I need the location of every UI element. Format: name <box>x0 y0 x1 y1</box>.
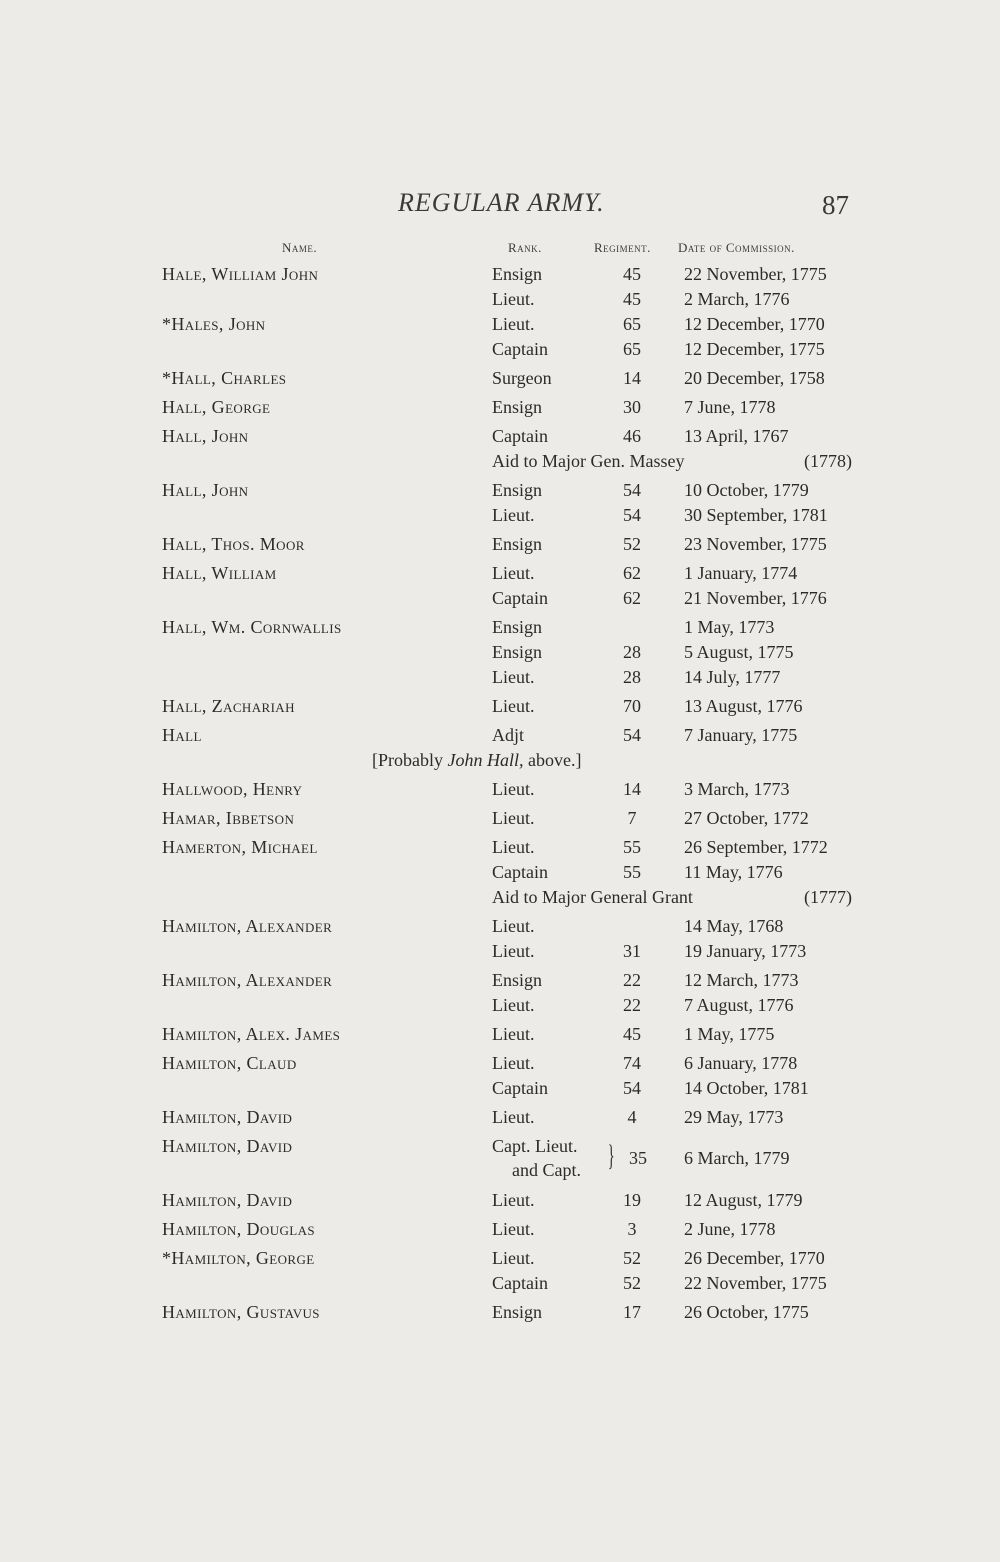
officer-name: Hamilton, Douglas <box>162 1219 316 1239</box>
rank: Captain <box>492 1273 548 1293</box>
officer-name: Hamerton, Michael <box>162 837 318 857</box>
rank: Ensign <box>492 480 543 500</box>
table-row <box>0 615 1000 640</box>
page-number: 87 <box>822 190 849 220</box>
rank: Lieut. <box>492 1248 535 1268</box>
rank: Lieut. <box>492 941 535 961</box>
rank: Ensign <box>492 264 543 284</box>
table-row <box>0 561 1000 586</box>
table-row <box>0 968 1000 993</box>
regiment: 65 <box>623 339 641 359</box>
commission-date: 6 March, 1779 <box>684 1148 790 1168</box>
rank <box>492 1134 581 1182</box>
table-row <box>0 1022 1000 1047</box>
officer-name: *Hales, John <box>162 314 266 334</box>
rank-line-1: Capt. Lieut. <box>492 1136 578 1156</box>
commission-date: 12 December, 1770 <box>684 314 825 334</box>
officer-name: Hamilton, David <box>162 1107 293 1127</box>
note-row <box>0 885 1000 910</box>
commission-date: 13 April, 1767 <box>684 426 789 446</box>
regiment: 28 <box>623 667 641 687</box>
table-row <box>0 586 1000 611</box>
regiment: 17 <box>623 1302 641 1322</box>
regiment: 30 <box>623 397 641 417</box>
rank-line-2: and Capt. <box>512 1160 581 1180</box>
officer-name: Hamilton, David <box>162 1136 293 1156</box>
commission-date: 10 October, 1779 <box>684 480 809 500</box>
commission-date: 12 March, 1773 <box>684 970 799 990</box>
regiment: 7 <box>627 808 637 828</box>
commission-date: 1 May, 1775 <box>684 1024 775 1044</box>
regiment: 4 <box>627 1107 637 1127</box>
officer-name: Hamilton, Alex. James <box>162 1024 341 1044</box>
rank: Surgeon <box>492 368 552 388</box>
table-row <box>0 723 1000 748</box>
table-row <box>0 1134 1000 1184</box>
rank: Ensign <box>492 970 543 990</box>
commission-date: 27 October, 1772 <box>684 808 809 828</box>
appointment-note: Aid to Major General Grant <box>492 887 693 907</box>
rank: Lieut. <box>492 667 535 687</box>
commission-date: 29 May, 1773 <box>684 1107 784 1127</box>
commission-date: 14 July, 1777 <box>684 667 781 687</box>
commission-date: 2 March, 1776 <box>684 289 790 309</box>
officer-name: Hall, John <box>162 426 249 446</box>
rank: Lieut. <box>492 779 535 799</box>
commission-date: 3 March, 1773 <box>684 779 790 799</box>
officer-name: Hamilton, Gustavus <box>162 1302 320 1322</box>
commission-table <box>0 262 1000 1325</box>
regiment: 14 <box>623 368 641 388</box>
rank: Lieut. <box>492 289 535 309</box>
regiment: 52 <box>623 534 641 554</box>
rank: Ensign <box>492 617 543 637</box>
commission-date: 30 September, 1781 <box>684 505 828 525</box>
table-row <box>0 1105 1000 1130</box>
note-row <box>0 449 1000 474</box>
officer-name: Hallwood, Henry <box>162 779 303 799</box>
table-row <box>0 1246 1000 1271</box>
commission-date: 5 August, 1775 <box>684 642 794 662</box>
officer-name: Hamar, Ibbetson <box>162 808 295 828</box>
regiment: 70 <box>623 696 641 716</box>
commission-date: 12 August, 1779 <box>684 1190 803 1210</box>
officer-name: Hall, Wm. Cornwallis <box>162 617 342 637</box>
table-row <box>0 835 1000 860</box>
regiment: 74 <box>623 1053 641 1073</box>
rank: Captain <box>492 339 548 359</box>
rank: Lieut. <box>492 1219 535 1239</box>
regiment: 19 <box>623 1190 641 1210</box>
regiment: 28 <box>623 642 641 662</box>
rank: Captain <box>492 426 548 446</box>
appointment-year: (1778) <box>804 451 852 471</box>
regiment: 46 <box>623 426 641 446</box>
rank: Ensign <box>492 1302 543 1322</box>
regiment: 55 <box>623 837 641 857</box>
table-row <box>0 640 1000 665</box>
rank: Lieut. <box>492 563 535 583</box>
regiment: 35 <box>629 1148 647 1168</box>
regiment: 14 <box>623 779 641 799</box>
officer-name: Hall, Thos. Moor <box>162 534 305 554</box>
commission-date: 7 January, 1775 <box>684 725 798 745</box>
regiment: 62 <box>623 588 641 608</box>
regiment: 54 <box>623 505 641 525</box>
rank: Captain <box>492 1078 548 1098</box>
rank: Lieut. <box>492 696 535 716</box>
table-row <box>0 395 1000 420</box>
commission-date: 22 November, 1775 <box>684 264 827 284</box>
commission-date: 19 January, 1773 <box>684 941 807 961</box>
officer-name: Hamilton, Claud <box>162 1053 297 1073</box>
commission-date: 14 October, 1781 <box>684 1078 809 1098</box>
commission-date: 14 May, 1768 <box>684 916 784 936</box>
table-row <box>0 1188 1000 1213</box>
regiment: 52 <box>623 1248 641 1268</box>
rank: Ensign <box>492 397 543 417</box>
commission-date: 7 August, 1776 <box>684 995 794 1015</box>
rank: Lieut. <box>492 1024 535 1044</box>
regiment: 3 <box>627 1219 637 1239</box>
officer-name: Hall, Zachariah <box>162 696 295 716</box>
note-prefix: [Probably <box>372 750 448 770</box>
table-row <box>0 1300 1000 1325</box>
regiment: 65 <box>623 314 641 334</box>
regiment: 52 <box>623 1273 641 1293</box>
regiment: 55 <box>623 862 641 882</box>
regiment: 45 <box>623 289 641 309</box>
table-row <box>0 366 1000 391</box>
table-row <box>0 1051 1000 1076</box>
commission-date: 11 May, 1776 <box>684 862 783 882</box>
rank: Lieut. <box>492 1107 535 1127</box>
regiment: 45 <box>623 1024 641 1044</box>
table-row <box>0 1076 1000 1101</box>
rank: Lieut. <box>492 1053 535 1073</box>
column-header-name: Name. <box>282 240 318 255</box>
commission-date: 26 October, 1775 <box>684 1302 809 1322</box>
table-row <box>0 1271 1000 1296</box>
table-row <box>0 337 1000 362</box>
note-name: John Hall, <box>447 750 524 770</box>
officer-name: *Hall, Charles <box>162 368 287 388</box>
commission-date: 22 November, 1775 <box>684 1273 827 1293</box>
probable-identity-note <box>372 748 581 773</box>
regiment: 62 <box>623 563 641 583</box>
table-row <box>0 860 1000 885</box>
rank: Ensign <box>492 534 543 554</box>
table-row <box>0 665 1000 690</box>
right-brace-icon: } <box>607 1139 615 1172</box>
officer-name: Hamilton, David <box>162 1190 293 1210</box>
note-row <box>0 748 1000 773</box>
commission-date: 12 December, 1775 <box>684 339 825 359</box>
column-header-date: Date of Commission. <box>678 240 795 255</box>
regiment: 54 <box>623 480 641 500</box>
officer-name: Hamilton, Alexander <box>162 916 333 936</box>
officer-name: Hale, William John <box>162 264 319 284</box>
officer-name: Hall, John <box>162 480 249 500</box>
table-row <box>0 1217 1000 1242</box>
table-row <box>0 777 1000 802</box>
officer-name: Hamilton, Alexander <box>162 970 333 990</box>
commission-date: 6 January, 1778 <box>684 1053 798 1073</box>
rank: Captain <box>492 588 548 608</box>
table-row <box>0 478 1000 503</box>
table-row <box>0 914 1000 939</box>
table-row <box>0 312 1000 337</box>
officer-name: Hall, George <box>162 397 271 417</box>
rank: Lieut. <box>492 1190 535 1210</box>
commission-date: 13 August, 1776 <box>684 696 803 716</box>
regiment: 31 <box>623 941 641 961</box>
rank: Lieut. <box>492 505 535 525</box>
rank: Lieut. <box>492 995 535 1015</box>
commission-date: 7 June, 1778 <box>684 397 776 417</box>
regiment: 54 <box>623 725 641 745</box>
table-row <box>0 262 1000 287</box>
rank: Lieut. <box>492 314 535 334</box>
rank: Lieut. <box>492 837 535 857</box>
regiment: 22 <box>623 970 641 990</box>
officer-name: Hall <box>162 725 202 745</box>
regiment: 45 <box>623 264 641 284</box>
officer-name: Hall, William <box>162 563 277 583</box>
table-row <box>0 532 1000 557</box>
table-row <box>0 806 1000 831</box>
note-suffix: above.] <box>523 750 582 770</box>
rank: Ensign <box>492 642 543 662</box>
commission-date: 26 December, 1770 <box>684 1248 825 1268</box>
rank: Lieut. <box>492 808 535 828</box>
commission-date: 26 September, 1772 <box>684 837 828 857</box>
column-header-rank: Rank. <box>508 240 542 255</box>
column-header-regiment: Regiment. <box>594 240 651 255</box>
table-row <box>0 424 1000 449</box>
commission-date: 2 June, 1778 <box>684 1219 776 1239</box>
rank: Adjt <box>492 725 525 745</box>
commission-date: 23 November, 1775 <box>684 534 827 554</box>
table-row <box>0 939 1000 964</box>
regiment: 54 <box>623 1078 641 1098</box>
commission-date: 1 May, 1773 <box>684 617 775 637</box>
commission-date: 20 December, 1758 <box>684 368 825 388</box>
table-row <box>0 993 1000 1018</box>
table-row <box>0 287 1000 312</box>
table-row <box>0 503 1000 528</box>
running-title: REGULAR ARMY. <box>398 188 605 217</box>
rank: Lieut. <box>492 916 535 936</box>
regiment: 22 <box>623 995 641 1015</box>
commission-date: 21 November, 1776 <box>684 588 827 608</box>
appointment-note: Aid to Major Gen. Massey <box>492 451 685 471</box>
appointment-year: (1777) <box>804 887 852 907</box>
table-row <box>0 694 1000 719</box>
rank: Captain <box>492 862 548 882</box>
officer-name: *Hamilton, George <box>162 1248 315 1268</box>
commission-date: 1 January, 1774 <box>684 563 798 583</box>
